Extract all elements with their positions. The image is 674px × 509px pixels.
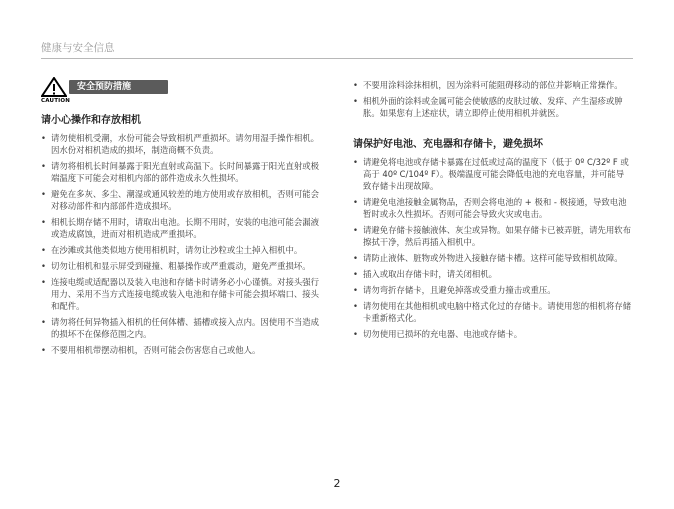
right-column [353,79,631,344]
list-item: • 请避免电池接触金属物品，否则会将电池的 + 极和 - 极接通，导致电池暂时或永久性损坏。否则可能会导致火灾或电击。 [353,196,631,220]
list-item: • 请勿使相机受潮，水份可能会导致相机严重损坏。请勿用湿手操作相机。因水份对相机造成的损坏，制造商概不负责。 [41,132,319,156]
list-item: • 请勿将任何异物插入相机的任何体槽、插槽或接入点内。因使用不当造成的损坏不在保修范围之内。 [41,316,319,340]
list-item: • 相机长期存储不用时，请取出电池。长期不用时，安装的电池可能会漏液或造成腐蚀，进而对相机造成严重损坏。 [41,216,319,240]
list-item: • 连接电缆或适配器以及装入电池和存储卡时请务必小心谨慎。对接头强行用力、采用不当方式连接电缆或装入电池和存储卡可能会损坏端口、接头和配件。 [41,276,319,312]
list-item: • 切勿让相机和显示屏受到碰撞、粗暴操作或严重震动，避免严重损坏。 [41,260,319,272]
section-heading-camera-care: 请小心操作和存放相机 [41,115,141,126]
list-item: • 请防止液体、脏物或外物进入接触存储卡槽。这样可能导致相机故障。 [353,252,631,264]
list-item: • 不要用涂料涂抹相机，因为涂料可能阻碍移动的部位并影响正常操作。 [353,79,631,91]
list-item: • 请避免将电池或存储卡暴露在过低或过高的温度下（低于 0º C/32º F 或高于 40º C/104º F）。极端温度可能会降低电池的充电容量，并可能导致存储卡出现故障。 [353,156,631,192]
list-item: • 插入或取出存储卡时，请关闭相机。 [353,268,631,280]
header-divider [41,58,633,59]
list-item: • 相机外面的涂料或金属可能会使敏感的皮肤过敏、发痒、产生湿疹或肿胀。如果您有上述症状，请立即停止使用相机并就医。 [353,95,631,119]
caution-block [41,77,181,107]
list-item: • 在沙滩或其他类似地方使用相机时，请勿让沙粒或尘土掉入相机中。 [41,244,319,256]
list-item: • 不要用相机带摆动相机，否则可能会伤害您自己或他人。 [41,344,319,356]
list-item: • 请勿弯折存储卡，且避免掉落或受重力撞击或重压。 [353,284,631,296]
camera-care-list-continued [353,79,631,119]
list-item: • 切勿使用已损坏的充电器、电池或存储卡。 [353,328,631,340]
battery-card-list [353,156,631,340]
list-item: • 请勿将相机长时间暴露于阳光直射或高温下。长时间暴露于阳光直射或极端温度下可能会对相机内部的部件造成永久性损坏。 [41,160,319,184]
section-header: 健康与安全信息 [41,42,115,54]
list-item: • 避免在多灰、多尘、潮湿或通风较差的地方使用或存放相机，否则可能会对移动部件和内部部件造成损坏。 [41,188,319,212]
warning-triangle-icon [41,77,67,97]
caution-word: CAUTION [41,98,71,104]
list-item: • 请避免存储卡接触液体、灰尘或异物。如果存储卡已被弄脏，请先用软布擦拭干净，然后再插入相机中。 [353,224,631,248]
section-heading-battery-card: 请保护好电池、充电器和存储卡，避免损坏 [353,139,543,150]
camera-care-list [41,132,319,356]
list-item: • 请勿使用在其他相机或电脑中格式化过的存储卡。请使用您的相机将存储卡重新格式化。 [353,300,631,324]
left-column [41,111,319,360]
page-number: 2 [333,477,341,490]
caution-banner: 安全预防措施 [69,80,168,94]
